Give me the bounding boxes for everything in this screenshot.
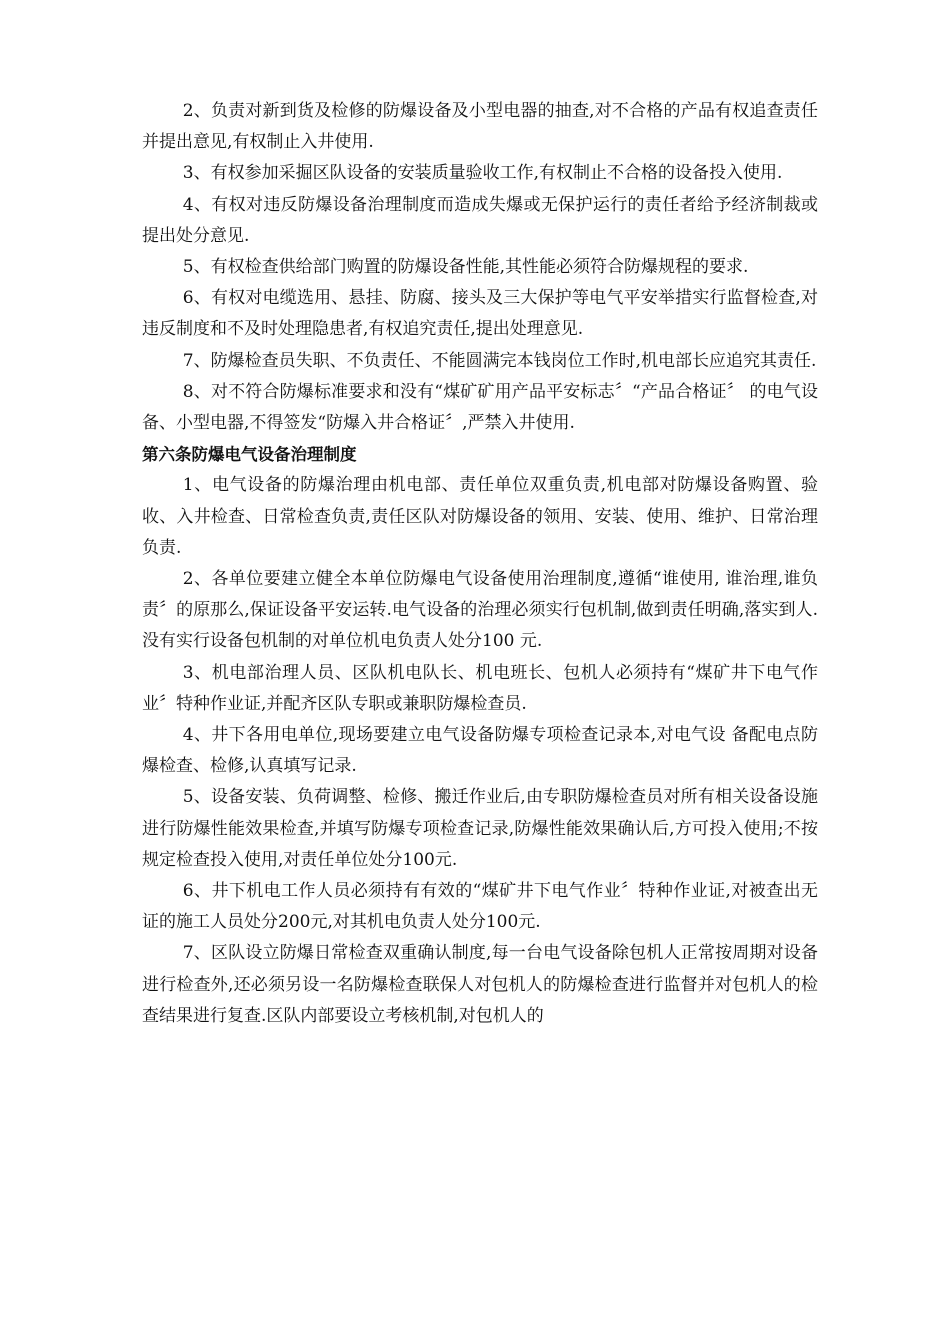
document-page <box>142 96 818 1032</box>
section-heading: 第六条防爆电气设备治理制度 <box>142 445 357 465</box>
rule-item-3: 3、机电部治理人员、区队机电队长、机电班长、包机人必须持有“煤矿井下电气作业〞特种作业证,并配齐区队专职或兼职防爆检查员. <box>142 662 818 714</box>
rule-item-2: 2、各单位要建立健全本单位防爆电气设备使用治理制度,遵循“谁使用, 谁治理,谁负责〞的原那么,保证设备平安运转.电气设备的治理必须实行包机制,做到责任明确,落实到人.没有实行设备包机制的对单位机电负责人处分100 元. <box>142 569 818 652</box>
rule-item-1: 1、电气设备的防爆治理由机电部、责任单位双重负责,机电部对防爆设备购置、验收、入井检查、日常检查负责,责任区队对防爆设备的领用、安装、使用、维护、日常治理负责. <box>142 475 818 558</box>
paragraph-item-6: 6、有权对电缆选用、悬挂、防腐、接头及三大保护等电气平安举措实行监督检查,对违反制度和不及时处理隐患者,有权追究责任,提出处理意见. <box>142 288 818 340</box>
rule-item-5: 5、设备安装、负荷调整、检修、搬迁作业后,由专职防爆检查员对所有相关设备设施进行防爆性能效果检查,并填写防爆专项检查记录,防爆性能效果确认后,方可投入使用;不按规定检查投入使用,对责任单位处分100元. <box>142 787 818 870</box>
paragraph-item-5: 5、有权检查供给部门购置的防爆设备性能,其性能必须符合防爆规程的要求. <box>182 257 749 278</box>
paragraph-item-7: 7、防爆检查员失职、不负责任、不能圆满完本钱岗位工作时,机电部长应追究其责任. <box>182 350 817 371</box>
rule-item-7: 7、区队设立防爆日常检查双重确认制度,每一台电气设备除包机人正常按周期对设备进行检查外,还必须另设一名防爆检查联保人对包机人的防爆检查进行监督并对包机人的检查结果进行复查.区队内部要设立考核机制,对包机人的 <box>142 943 818 1026</box>
paragraph-item-3: 3、有权参加采掘区队设备的安装质量验收工作,有权制止不合格的设备投入使用. <box>182 163 783 184</box>
paragraph-item-8: 8、对不符合防爆标准要求和没有“煤矿矿用产品平安标志〞“产品合格证〞 的电气设备、小型电器,不得签发“防爆入井合格证〞,严禁入井使用. <box>142 381 818 434</box>
rule-item-6: 6、井下机电工作人员必须持有有效的“煤矿井下电气作业〞特种作业证,对被查出无证的施工人员处分200元,对其机电负责人处分100元. <box>142 881 818 933</box>
paragraph-item-2: 2、负责对新到货及检修的防爆设备及小型电器的抽查,对不合格的产品有权追查责任并提出意见,有权制止入井使用. <box>142 101 818 153</box>
paragraph-item-4: 4、有权对违反防爆设备治理制度而造成失爆或无保护运行的责任者给予经济制裁或提出处分意见. <box>142 194 818 246</box>
rule-item-4: 4、井下各用电单位,现场要建立电气设备防爆专项检查记录本,对电气设 备配电点防爆检查、检修,认真填写记录. <box>142 725 818 777</box>
